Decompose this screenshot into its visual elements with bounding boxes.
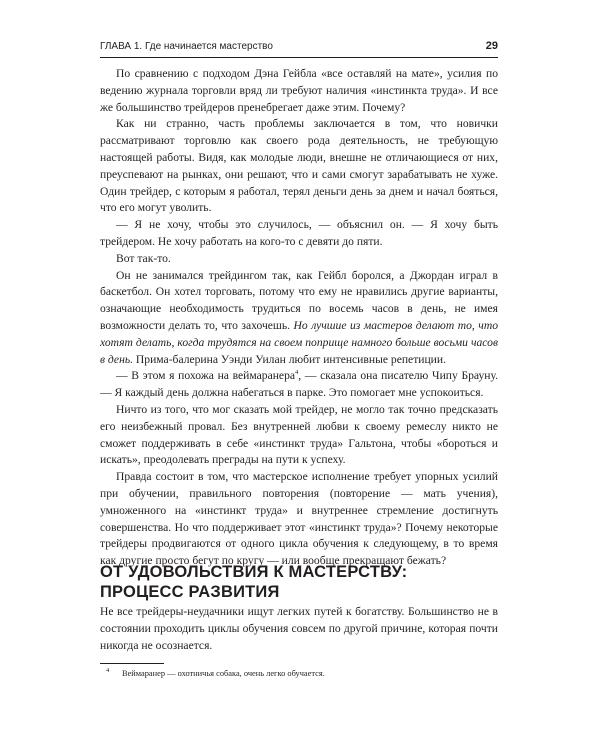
paragraph-5-italic: Но лучшие из мастеров делают то, что хотят делать, когда трудятся на своем поприще намного больше восьми часов в день. xyxy=(100,318,498,366)
footnote-reference[interactable]: 4 xyxy=(295,369,299,377)
section-heading-line-1: ОТ УДОВОЛЬСТВИЯ К МАСТЕРСТВУ: xyxy=(100,563,408,581)
footnote: $^4$ Веймаранер — охотничья собака, очень легко обучается. xyxy=(106,667,325,678)
paragraph-1: По сравнению с подходом Дэна Гейбла «все оставляй на мате», усилия по ведению журнала торговли вряд ли требуют наличия «инстинкта труда». И все же большинство трейдеров пренебрегает даже этим. Почему? xyxy=(100,67,498,114)
footnote-text: Веймаранер — охотничья собака, очень легко обучается. xyxy=(122,669,325,678)
section-heading xyxy=(100,562,498,602)
paragraph-2: Как ни странно, часть проблемы заключается в том, что новички рассматривают торговлю как своего рода деятельность, не требующую настоящей работы. Видя, как молодые люди, внешне не отличающиеся от них, преуспевают на рынках, они решают, что и сами смогут зарабатывать не хуже. Один трейдер, с которым я работал, терял деньги день за днем и начал бояться, что его могут уволить. xyxy=(100,117,498,215)
chapter-title: ГЛАВА 1. Где начинается мастерство xyxy=(100,41,273,52)
footnote-divider xyxy=(100,663,164,664)
paragraph-6 xyxy=(100,368,498,402)
paragraph-6-start: — В этом я похожа на веймаранера xyxy=(116,369,296,383)
paragraph-5-end: Прима-балерина Уэнди Уилан любит интенсивные репетиции. xyxy=(133,352,446,366)
running-header xyxy=(100,40,498,58)
paragraph-7: Ничто из того, что мог сказать мой трейдер, не могло так точно предсказать его неизбежный провал. Без внутренней любви к своему ремеслу никто не сможет поддерживать в себе «инстинкт труда» Гальтона, чтобы «бороться и искать», преодолевать преграды на пути к успеху. xyxy=(100,402,498,467)
paragraph-8: Правда состоит в том, что мастерское исполнение требует упорных усилий при обучении, правильного повторения (повторение — мать учения), умноженного на «инстинкт труда» и внутреннее стремление достигнуть совершенства. Но что поддерживает этот «инстинкт труда»? Почему некоторые трейдеры продвигаются от одного цикла обучения к следующему, в то время как другие просто бегут по кругу — или вообще прекращают бежать? xyxy=(100,470,498,568)
section-paragraph: Не все трейдеры-неудачники ищут легких путей к богатству. Большинство не в состоянии проходить циклы обучения совсем по другой причине, которая почти никогда не осознается. xyxy=(100,605,498,652)
body-text xyxy=(100,66,498,570)
section-heading-line-2: ПРОЦЕСС РАЗВИТИЯ xyxy=(100,583,280,601)
paragraph-3: — Я не хочу, чтобы это случилось, — объяснил он. — Я хочу быть трейдером. Не хочу работать на кого-то с девяти до пяти. xyxy=(100,218,498,248)
page-number: 29 xyxy=(485,40,498,52)
paragraph-4: Вот так-то. xyxy=(116,251,171,265)
paragraph-5 xyxy=(100,268,498,369)
section-body xyxy=(100,604,498,654)
paragraph-5-start: Он не занимался трейдингом так, как Гейбл боролся, а Джордан играл в баскетбол. Он хотел торговать, потому что ему не нравились другие варианты, означающие необходимость трудиться по восемь часов в день, не имея возможности делать то, что захочешь. xyxy=(100,268,498,332)
paragraph-6-end: , — сказала она писателю Чипу Брауну. — Я каждый день должна набегаться в парке. Это помогает мне успокоиться. xyxy=(100,369,498,400)
